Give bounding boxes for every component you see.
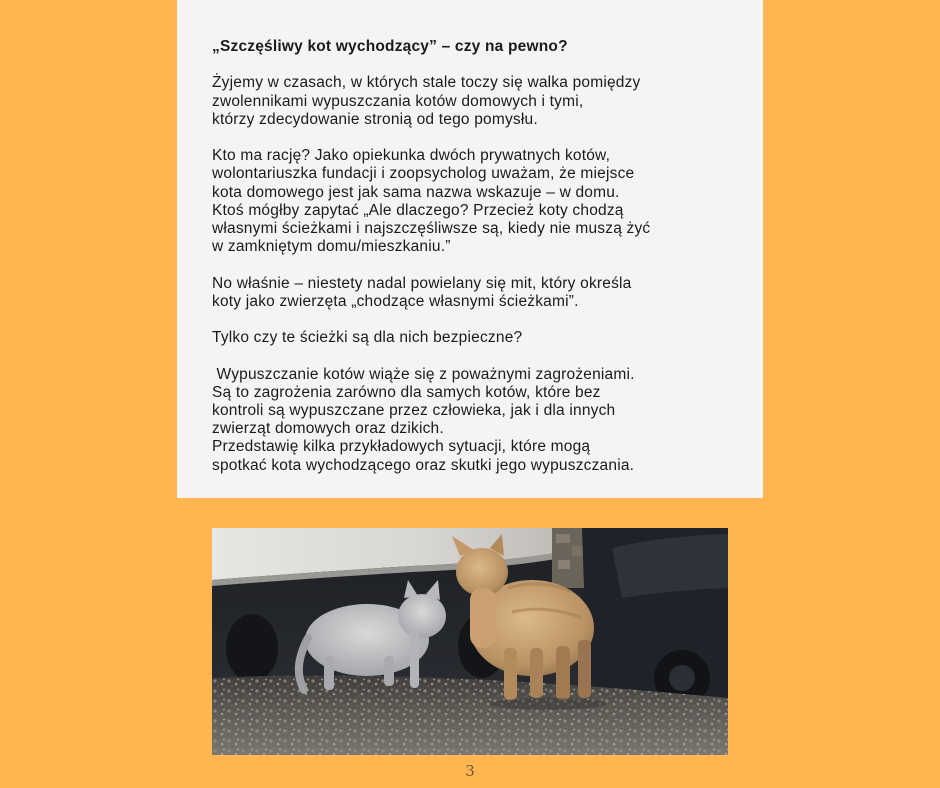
paragraph-line: kontroli są wypuszczane przez człowieka, jak i dla innych xyxy=(212,401,616,419)
paragraph-line: Przedstawię kilka przykładowych sytuacji, które mogą xyxy=(212,438,591,456)
paragraph-5 xyxy=(212,366,728,475)
paragraph-line: Kto ma rację? Jako opiekunka dwóch prywatnych kotów, xyxy=(212,147,611,165)
paragraph-line: Są to zagrożenia zarówno dla samych kotów, które bez xyxy=(212,383,601,401)
page-number: 3 xyxy=(465,762,475,780)
paragraph-line: którzy zdecydowanie stronią od tego pomysłu. xyxy=(212,110,538,128)
paragraph-4 xyxy=(212,329,728,347)
paragraph-line: Tylko czy te ścieżki są dla nich bezpieczne? xyxy=(212,329,523,347)
paragraph-2 xyxy=(212,147,728,256)
paragraph-line: spotkać kota wychodzącego oraz skutki jego wypuszczania. xyxy=(212,456,635,474)
paragraph-line: wolontariuszka fundacji i zoopsycholog uważam, że miejsce xyxy=(212,165,635,183)
paragraph-3 xyxy=(212,275,728,311)
photo-illustration xyxy=(212,528,728,755)
paragraph-line: zwierząt domowych oraz dzikich. xyxy=(212,420,444,438)
paragraph-line: własnymi ścieżkami i najszczęśliwsze są, kiedy nie muszą żyć xyxy=(212,220,651,237)
paragraph-line: kota domowego jest jak sama nazwa wskazuje – w domu. xyxy=(212,183,620,201)
paragraph-line: koty jako zwierzęta „chodzące własnymi ścieżkami”. xyxy=(212,292,579,310)
paragraph-line: Wypuszczanie kotów wiąże się z poważnymi zagrożeniami. xyxy=(212,365,635,383)
paragraph-line: Ktoś mógłby zapytać „Ale dlaczego? Przecież koty chodzą xyxy=(212,201,624,219)
cats-under-car-photo xyxy=(212,528,728,755)
paragraph-line: zwolennikami wypuszczania kotów domowych i tymi, xyxy=(212,92,584,110)
paragraph-line: w zamkniętym domu/mieszkaniu.” xyxy=(212,238,451,256)
paragraph-line: Żyjemy w czasach, w których stale toczy się walka pomiędzy xyxy=(212,74,641,92)
article-body xyxy=(212,38,728,475)
paragraph-1 xyxy=(212,74,728,129)
paragraph-line: No właśnie – niestety nadal powielany się mit, który określa xyxy=(212,274,632,292)
article-title: „Szczęśliwy kot wychodzący” – czy na pewno? xyxy=(212,38,568,55)
